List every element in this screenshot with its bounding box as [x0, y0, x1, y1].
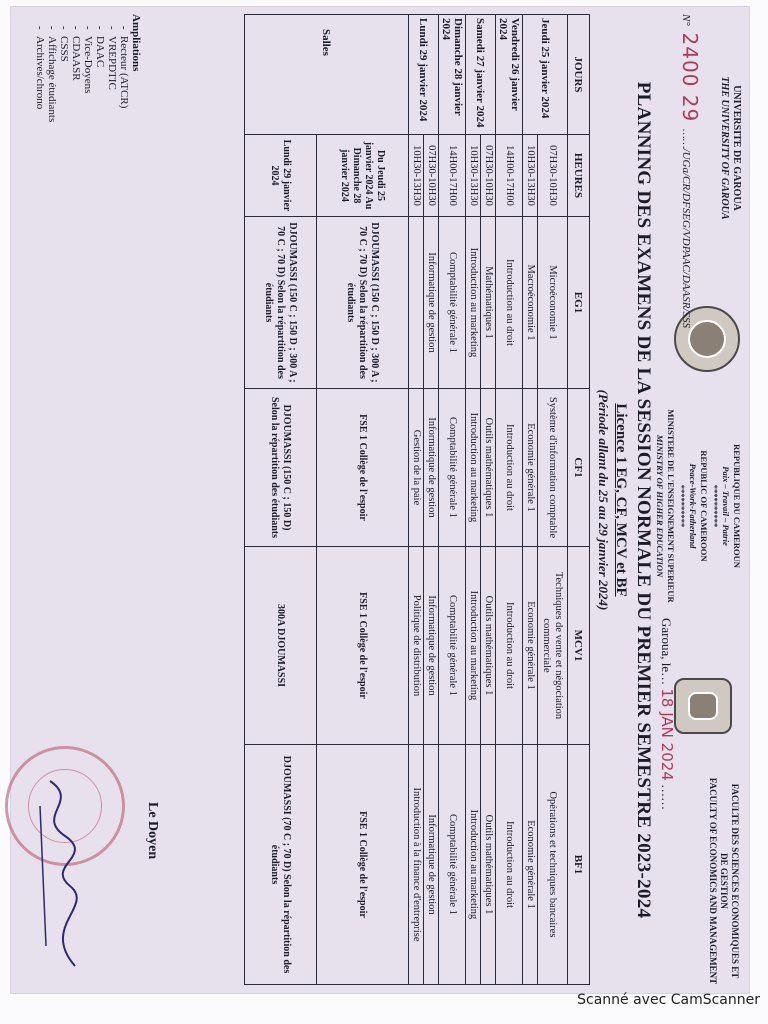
table-row: [439, 15, 466, 985]
time-cell: 07H30-10H30: [538, 135, 568, 217]
date: 18 JAN 2024: [658, 688, 676, 781]
date-dots: ……: [659, 784, 674, 811]
list-item: - VREPDTIC: [106, 14, 118, 274]
column-header: BF1: [568, 745, 590, 985]
signature: [30, 776, 90, 976]
list-item: - Vice-Doyens: [82, 14, 94, 274]
bf1-room: DJOUMASSI (70 C ; 70 D) Selon la répartition des étudiants: [245, 745, 317, 985]
ministry-name: MINISTERE DE L'ENSEIGNEMENT SUPERIEUR: [666, 409, 676, 603]
cf1-cell: Gestion de la paie: [409, 389, 424, 547]
period-text: (Période allant du 25 au 29 janvier 2024): [596, 389, 611, 611]
country-motto-en: Peace-Work-Fatherland: [688, 463, 698, 549]
mcv1-cell: Comptabilité générale 1: [439, 547, 466, 745]
time-cell: 10H30-13H30: [523, 135, 538, 217]
eg1-cell: Introduction au marketing: [466, 217, 481, 389]
page-subtitle: Licence 1 EG, CF, MCV et BF: [613, 403, 629, 597]
column-header: EG1: [568, 217, 590, 389]
ampliations-title: Ampliations: [130, 14, 142, 72]
separator: **********: [677, 484, 687, 528]
faculty-name-en: FACULTY OF ECONOMICS AND MANAGEMENT: [708, 777, 718, 985]
time-cell: 07H30-10H30: [481, 135, 496, 217]
list-item: - DAAC: [94, 14, 106, 274]
cf1-cell: Introduction au marketing: [466, 389, 481, 547]
ref-prefix: N°: [680, 14, 692, 26]
time-cell: 14H00-17H00: [496, 135, 523, 217]
mcv1-cell: Introduction au droit: [496, 547, 523, 745]
separator: **********: [710, 484, 720, 528]
salles-label: Salles: [245, 15, 409, 135]
column-header: JOURS: [568, 15, 590, 135]
salles-row: [317, 15, 409, 985]
ref-number: 2400 29: [678, 32, 702, 123]
country-motto: Paix – Travail – Patrie: [721, 466, 731, 546]
table-row: [538, 15, 568, 985]
cf1-cell: Comptabilité générale 1: [439, 389, 466, 547]
mcv1-cell: Outils mathématiques 1: [481, 547, 496, 745]
university-header: [718, 28, 742, 268]
eg1-cell: Macroéconomie 1: [523, 217, 538, 389]
university-name-en: THE UNIVERSITY OF GAROUA: [719, 76, 730, 220]
mcv1-room: 300A DJOUMASSI: [245, 547, 317, 745]
bf1-cell: Comptabilité générale 1: [439, 745, 466, 985]
faculty-name: FACULTE DES SCIENCES ECONOMIQUES ET: [730, 783, 740, 979]
eg1-cell: Comptabilité générale 1: [439, 217, 466, 389]
place: Garoua, le…: [659, 618, 674, 686]
cf1-cell: Système d'information comptable: [538, 389, 568, 547]
table-row: [496, 15, 523, 985]
cf1-room: DJOUMASSI (150 C ; 150 D) Selon la répartition des étudiants: [245, 389, 317, 547]
table-row: [466, 15, 481, 985]
eg1-cell: Informatique de gestion: [424, 217, 439, 389]
table-row: [424, 15, 439, 985]
list-item: - CSSS: [58, 14, 70, 274]
column-header: MCV1: [568, 547, 590, 745]
table-row: [481, 15, 496, 985]
column-header: HEURES: [568, 135, 590, 217]
time-cell: 10H30-13H30: [409, 135, 424, 217]
place-date: [658, 618, 676, 838]
country-name-en: REPUBLIC OF CAMEROON: [699, 450, 709, 562]
cf1-cell: Economie générale 1: [523, 389, 538, 547]
list-item: - Affichage étudiants: [46, 14, 58, 274]
exam-planning-page: [10, 6, 750, 994]
mcv1-cell: Politique de distribution: [409, 547, 424, 745]
eg1-cell: Introduction au droit: [496, 217, 523, 389]
bf1-cell: Informatique de gestion: [424, 745, 439, 985]
eg1-room: DJOUMASSI (150 C ; 150 D ; 300 A ; 70 C ; 70 D) Selon la répartition des étudiants: [317, 217, 409, 389]
exam-schedule-table: [244, 14, 590, 985]
faculty-name-2: DE GESTION: [719, 853, 729, 909]
signer-title: Le Doyen: [145, 802, 160, 860]
country-name: REPUBLIQUE DU CAMEROUN: [732, 444, 742, 568]
time-cell: 14H00-17H00: [439, 135, 466, 217]
mcv1-room: FSE 1 Collège de l'espoir: [317, 547, 409, 745]
bf1-cell: Outils mathématiques 1: [481, 745, 496, 985]
mcv1-cell: Economie générale 1: [523, 547, 538, 745]
salles-period: Lundi 29 janvier 2024: [245, 135, 317, 217]
cf1-cell: Outils mathématiques 1: [481, 389, 496, 547]
table-row: [523, 15, 538, 985]
ministry-name-en: MINISTRY OF HIGHER EDUCATION: [655, 434, 665, 578]
ref-suffix: ……/UGa/CR/DFSEG/VDPAAC/DAASR/SSS: [680, 128, 692, 328]
mcv1-cell: Introduction au marketing: [466, 547, 481, 745]
list-item: - CDAASR: [70, 14, 82, 274]
list-item: - Recteur (ATCR): [118, 14, 130, 274]
bf1-cell: Introduction au marketing: [466, 745, 481, 985]
day-cell: Jeudi 25 janvier 2024: [523, 15, 568, 135]
salles-row: [245, 15, 317, 985]
faculty-header: [707, 766, 740, 996]
cf1-cell: Introduction au droit: [496, 389, 523, 547]
ampliations-list: [34, 14, 142, 274]
bf1-cell: Opérations et techniques bancaires: [538, 745, 568, 985]
mcv1-cell: Techniques de vente et négociation commerciale: [538, 547, 568, 745]
time-cell: 07H30-10H30: [424, 135, 439, 217]
eg1-room: DJOUMASSI (150 C ; 150 D ; 300 A ; 70 C ; 70 D) Selon la répartition des étudiants: [245, 217, 317, 389]
bf1-cell: Introduction au droit: [496, 745, 523, 985]
eg1-cell: Microéconomie 1: [538, 217, 568, 389]
page-title: PLANNING DES EXAMENS DE LA SESSION NORMALE DU PREMIER SEMESTRE 2023-2024: [633, 81, 654, 919]
bf1-cell: Introduction à la finance d'entreprise: [409, 745, 424, 985]
day-cell: Vendredi 26 janvier 2024: [496, 15, 523, 135]
mcv1-cell: Informatique de gestion: [424, 547, 439, 745]
university-name: UNIVERSITE DE GAROUA: [731, 85, 742, 211]
salles-period: Du Jeudi 25 janvier 2024 Au Dimanche 28 janvier 2024: [317, 135, 409, 217]
list-item: - Archives/chrono: [34, 14, 46, 274]
time-cell: 10H30-13H30: [466, 135, 481, 217]
eg1-cell: [409, 217, 424, 389]
day-cell: Samedi 27 janvier 2024: [466, 15, 496, 135]
reference-number: [678, 14, 702, 424]
column-header: CF1: [568, 389, 590, 547]
scanner-footer: Scanné avec CamScanner: [577, 992, 760, 1008]
cf1-room: FSE 1 Collège de l'espoir: [317, 389, 409, 547]
bf1-room: FSE 1 Collège de l'espoir: [317, 745, 409, 985]
cf1-cell: Informatique de gestion: [424, 389, 439, 547]
republic-header: [654, 406, 742, 606]
eg1-cell: Mathématiques 1: [481, 217, 496, 389]
day-cell: Dimanche 28 janvier 2024: [439, 15, 466, 135]
table-row: [409, 15, 424, 985]
table-header-row: [568, 15, 590, 985]
day-cell: Lundi 29 janvier 2024: [409, 15, 439, 135]
bf1-cell: Economie générale 1: [523, 745, 538, 985]
faculty-logo: [674, 678, 732, 734]
